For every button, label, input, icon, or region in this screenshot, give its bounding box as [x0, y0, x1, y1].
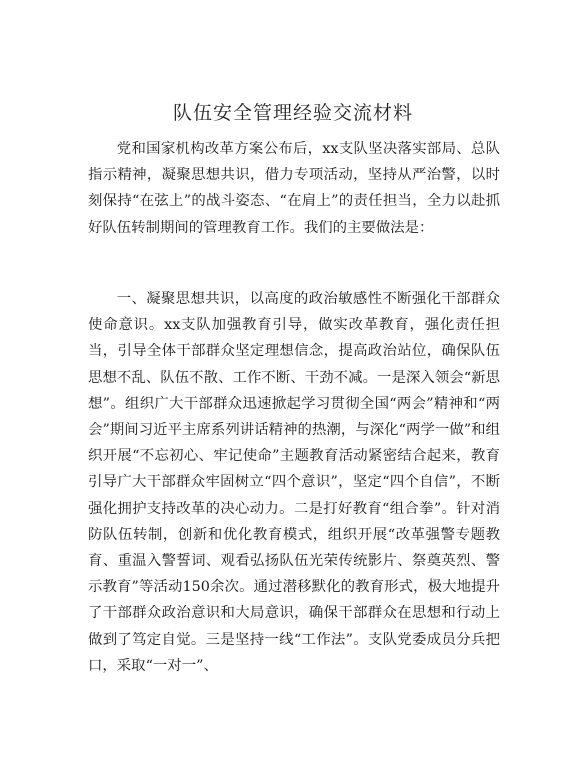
paragraph-text: 党和国家机构改革方案公布后，xx支队坚决落实部局、总队指示精神，凝聚思想共识，借力专项活动，坚持从严治警，以时刻保持“在弦上”的战斗姿态、“在肩上”的责任担当，全力以赴抓好队伍转制期间的管理教育工作。我们的主要做法是：: [88, 141, 500, 236]
paragraph-text: 一、凝聚思想共识，以高度的政治敏感性不断强化干部群众使命意识。xx支队加强教育引导，做实改革教育，强化责任担当，引导全体干部群众坚定理想信念，提高政治站位，确保队伍思想不乱、队伍不散、工作不断、干劲不减。一是深入领会“新思想”。组织广大干部群众迅速掀起学习贯彻全国“两会”精神和“两会”期间习近平主席系列讲话精神的热潮，与深化“两学一做”和组织开展“不忘初心、牢记使命”主题教育活动紧密结合起来，教育引导广大干部群众牢固树立“四个意识”，坚定“四个自信”，不断强化拥护支持改革的决心动力。二是打好教育“组合拳”。针对消防队伍转制，创新和优化教育模式，组织开展“改革强警专题教育、重温入警誓词、观看弘扬队伍光荣传统影片、祭奠英烈、警示教育”等活动150余次。通过潜移默化的教育形式，极大地提升了干部群众政治意识和大局意识，确保干部群众在思想和行动上做到了笃定自觉。三是坚持一线“工作法”。支队党委成员分兵把口，采取“一对一”、: [88, 291, 500, 674]
document-title: 队伍安全管理经验交流材料: [172, 102, 413, 124]
section-one-paragraph: [88, 286, 500, 679]
intro-paragraph: [88, 136, 500, 241]
